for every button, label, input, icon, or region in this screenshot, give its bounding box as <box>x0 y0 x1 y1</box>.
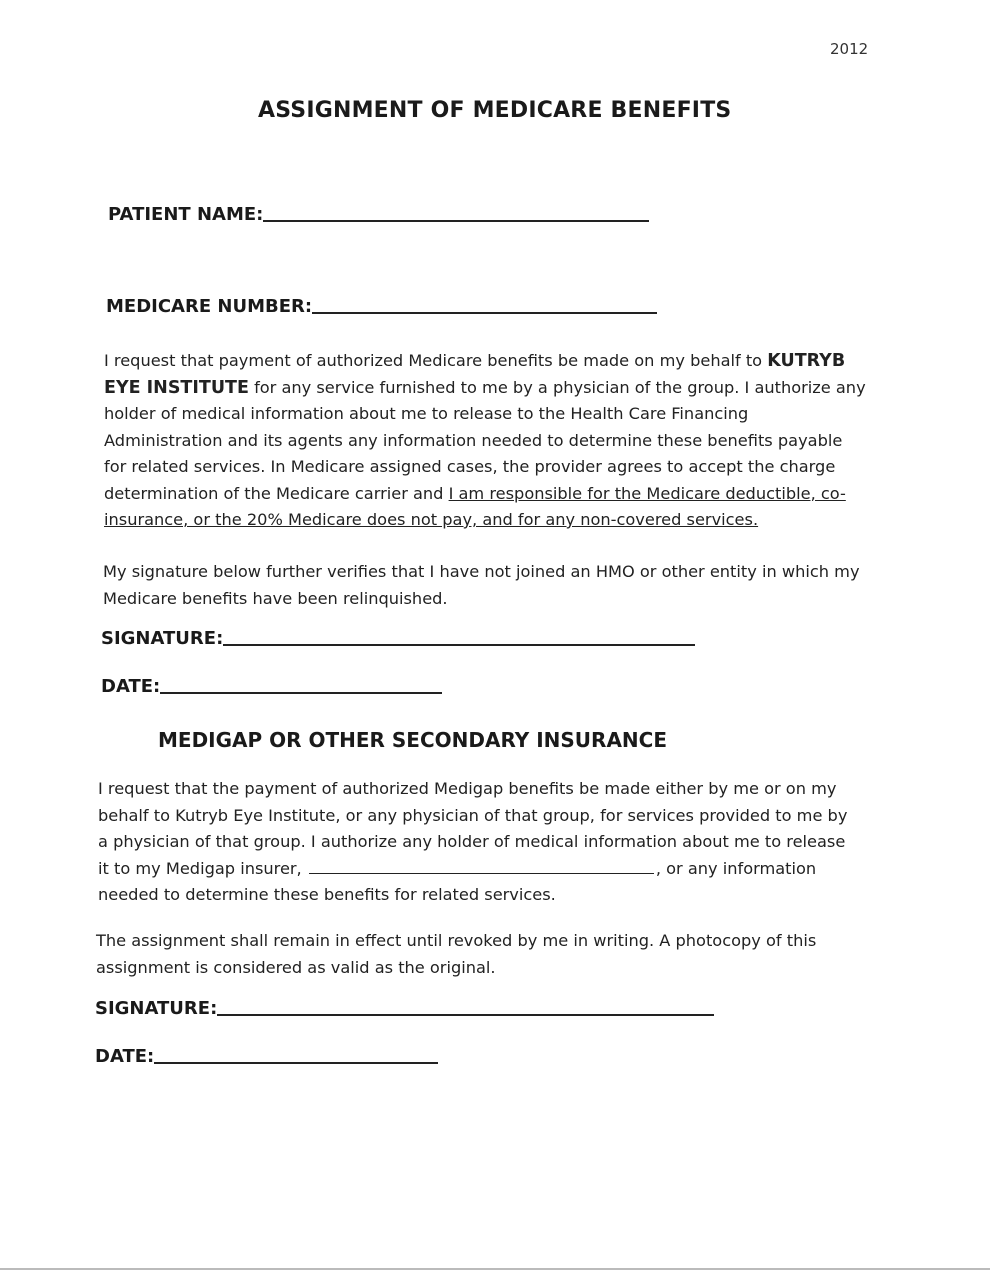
photocopy-paragraph: The assignment shall remain in effect until revoked by me in writing. A photocopy of this assignment is considered as valid as the original. <box>96 931 817 977</box>
medicare-number-input-line[interactable] <box>312 312 657 314</box>
signature2-label: SIGNATURE: <box>95 998 218 1019</box>
medigap-insurer-input-line[interactable] <box>309 859 654 874</box>
signature2-field <box>95 998 714 1019</box>
date2-field <box>95 1046 438 1067</box>
medicare-number-label: MEDICARE NUMBER: <box>106 296 313 317</box>
hmo-paragraph: My signature below further verifies that I have not joined an HMO or other entity in which my Medicare benefits have been relinquished. <box>103 562 860 608</box>
medigap-paragraph <box>98 776 858 909</box>
signature2-input-line[interactable] <box>217 1014 714 1016</box>
form-title: ASSIGNMENT OF MEDICARE BENEFITS <box>258 98 732 123</box>
responsibility-statement: I am responsible for the Medicare deductible, co-insurance, or the 20% Medicare does not pay, and for any non-covered services. <box>104 483 846 529</box>
date-input-line[interactable] <box>160 692 442 694</box>
form-year: 2012 <box>830 40 869 58</box>
medicare-assignment-paragraph <box>104 348 866 534</box>
date-field <box>101 676 442 697</box>
signature-field <box>101 628 695 649</box>
signature-label: SIGNATURE: <box>101 628 224 649</box>
date2-input-line[interactable] <box>154 1062 438 1064</box>
medigap-section-title: MEDIGAP OR OTHER SECONDARY INSURANCE <box>158 728 667 752</box>
signature-input-line[interactable] <box>223 644 695 646</box>
scan-bottom-edge <box>0 1268 990 1270</box>
paragraph-text: I request that the payment of authorized Medigap benefits be made either by me or on my behalf to Kutryb Eye Institute, or any physician of that group, for services provided to me by a physician of that group. I authorize any holder of medical information about me to release it to my Medigap insurer, <box>98 779 848 878</box>
paragraph-text: for any service furnished to me by a physician of the group. I authorize any holder of medical information about me to release to the Health Care Financing Administration and its agents any information needed to determine these benefits payable for related services. In Medicare assigned cases, the provider agrees to accept the charge determination of the Medicare carrier and <box>104 377 866 503</box>
date2-label: DATE: <box>95 1046 155 1067</box>
provider-name: KUTRYB EYE INSTITUTE <box>104 351 846 398</box>
date-label: DATE: <box>101 676 161 697</box>
patient-name-label: PATIENT NAME: <box>108 204 264 225</box>
medicare-number-field <box>106 296 657 317</box>
paragraph-text: I request that payment of authorized Medicare benefits be made on my behalf to <box>104 351 768 370</box>
paragraph-text: , or any information needed to determine these benefits for related services. <box>98 858 817 904</box>
patient-name-input-line[interactable] <box>263 220 649 222</box>
patient-name-field <box>108 204 649 225</box>
